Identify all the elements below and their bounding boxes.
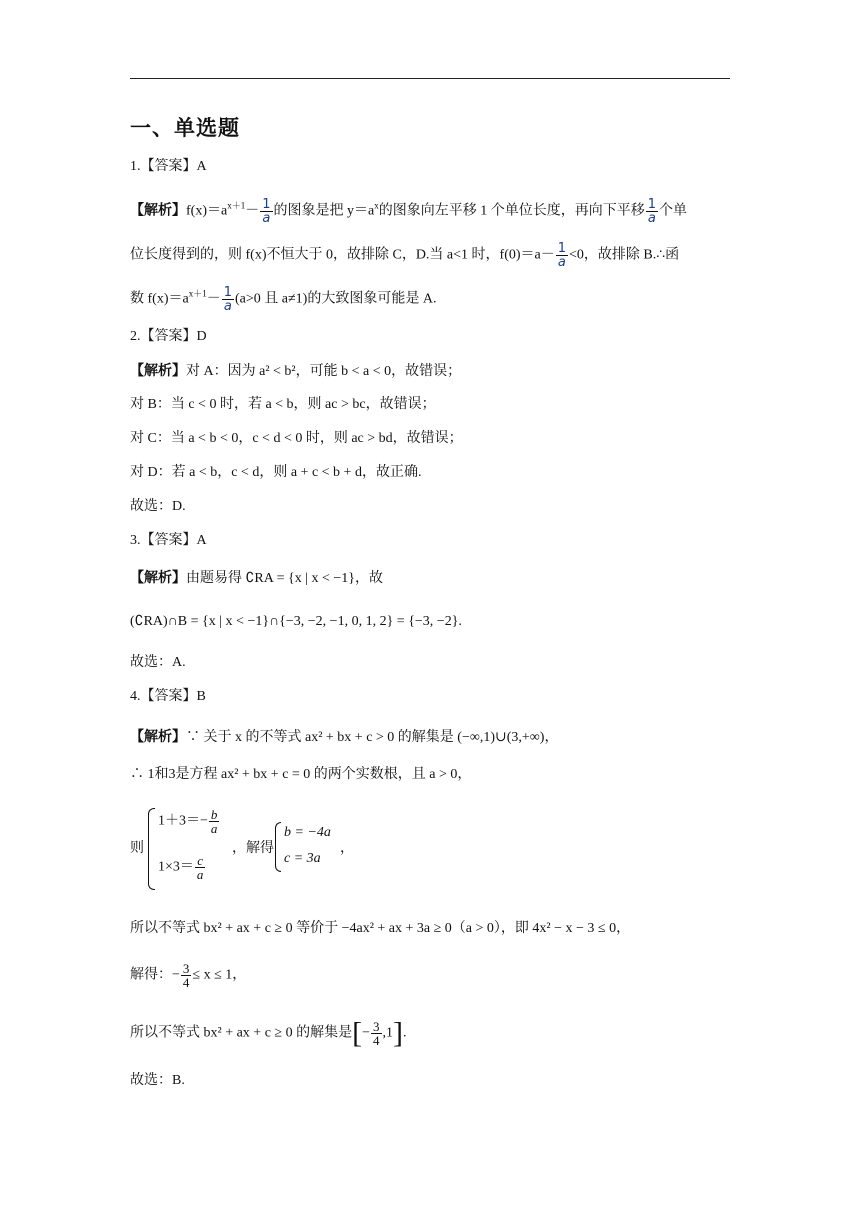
q3-line2: (∁RA)∩B = {x | x < −1}∩{−3, −2, −1, 0, 1, 2} = {−3, −2}. bbox=[130, 614, 462, 629]
system-eq2: 1×3＝ $\frac{c}{a}$ bbox=[158, 853, 204, 882]
q3-line1: 【解析】由题易得 ∁RA = {x | x < −1}，故 bbox=[130, 570, 384, 586]
q4-solve-label: ，解得 bbox=[232, 841, 274, 856]
q4-system-prefix: 则 bbox=[130, 841, 144, 856]
solution-c: c = 3a bbox=[284, 851, 321, 866]
q3-answer: 3.【答案】A bbox=[130, 533, 207, 548]
q4-line6: 故选：B. bbox=[130, 1073, 185, 1088]
q2-line2: 对 B：当 c < 0 时，若 a < b，则 ac > bc，故错误； bbox=[130, 397, 436, 412]
fraction-1-over-a-3: $\frac{1}{a}$ bbox=[557, 241, 567, 270]
left-brace bbox=[148, 808, 155, 890]
q3-line3: 故选：A. bbox=[130, 655, 186, 670]
q1-line1: 【解析】$f(x)=a^{x+1}-$ $\frac{1}{a}$ 的图象是把 $y=a^x$的图象向左平移 1 个单位长度，再向下平移 $\frac{1}{a}$ 个单 bbox=[130, 197, 687, 226]
system-eq1: 1＋3＝− $\frac{b}{a}$ bbox=[158, 807, 218, 836]
q4-line2: ∴ 1和3是方程 ax² + bx + c = 0 的两个实数根，且 a > 0， bbox=[130, 767, 472, 782]
q2-line5: 故选：D. bbox=[130, 499, 186, 514]
q4-line5: 所以不等式 bx² + ax + c ≥ 0 的解集是[− $\frac{3}{4}$ ,1]. bbox=[130, 1016, 407, 1050]
q2-line3: 对 C：当 a < b < 0，c < d < 0 时，则 ac > bd，故错误； bbox=[130, 431, 463, 446]
fraction-1-over-a: $\frac{1}{a}$ bbox=[262, 197, 271, 226]
fraction-1-over-a-4: $\frac{1}{a}$ bbox=[223, 285, 232, 314]
fraction-1-over-a-2: $\frac{1}{a}$ bbox=[647, 197, 656, 226]
section-title: 一、单选题 bbox=[130, 116, 240, 140]
header-rule bbox=[130, 78, 730, 79]
solution-b: b = −4a bbox=[284, 825, 331, 840]
q2-line1: 【解析】对 A：因为 a² < b²，可能 b < a < 0，故错误； bbox=[130, 363, 462, 379]
left-brace-2 bbox=[275, 822, 281, 872]
q4-system-end: ， bbox=[340, 841, 354, 856]
q4-line3: 所以不等式 bx² + ax + c ≥ 0 等价于 −4ax² + ax + 3a ≥ 0（a > 0），即 4x² − x − 3 ≤ 0， bbox=[130, 921, 631, 936]
q2-answer: 2.【答案】D bbox=[130, 329, 207, 344]
q1-line3: 数 $f(x)=a^{x+1}-$ $\frac{1}{a}$ (a>0 且 a≠1)的大致图象可能是 A. bbox=[130, 285, 437, 314]
q2-line4: 对 D：若 a < b，c < d，则 a + c < b + d，故正确. bbox=[130, 465, 422, 480]
q4-line4: 解得：− $\frac{3}{4}$ ≤ x ≤ 1， bbox=[130, 961, 247, 990]
q4-line1: 【解析】∵ 关于 x 的不等式 ax² + bx + c > 0 的解集是 (−∞,1)∪(3,+∞)， bbox=[130, 729, 559, 745]
q1-line2: 位长度得到的，则 f(x)不恒大于 0，故排除 C，D.当 a<1 时，f(0)＝a－ $\frac{1}{a}$ <0，故排除 B.∴函 bbox=[130, 241, 680, 270]
q4-answer: 4.【答案】B bbox=[130, 689, 206, 704]
q1-answer: 1.【答案】A bbox=[130, 159, 207, 174]
